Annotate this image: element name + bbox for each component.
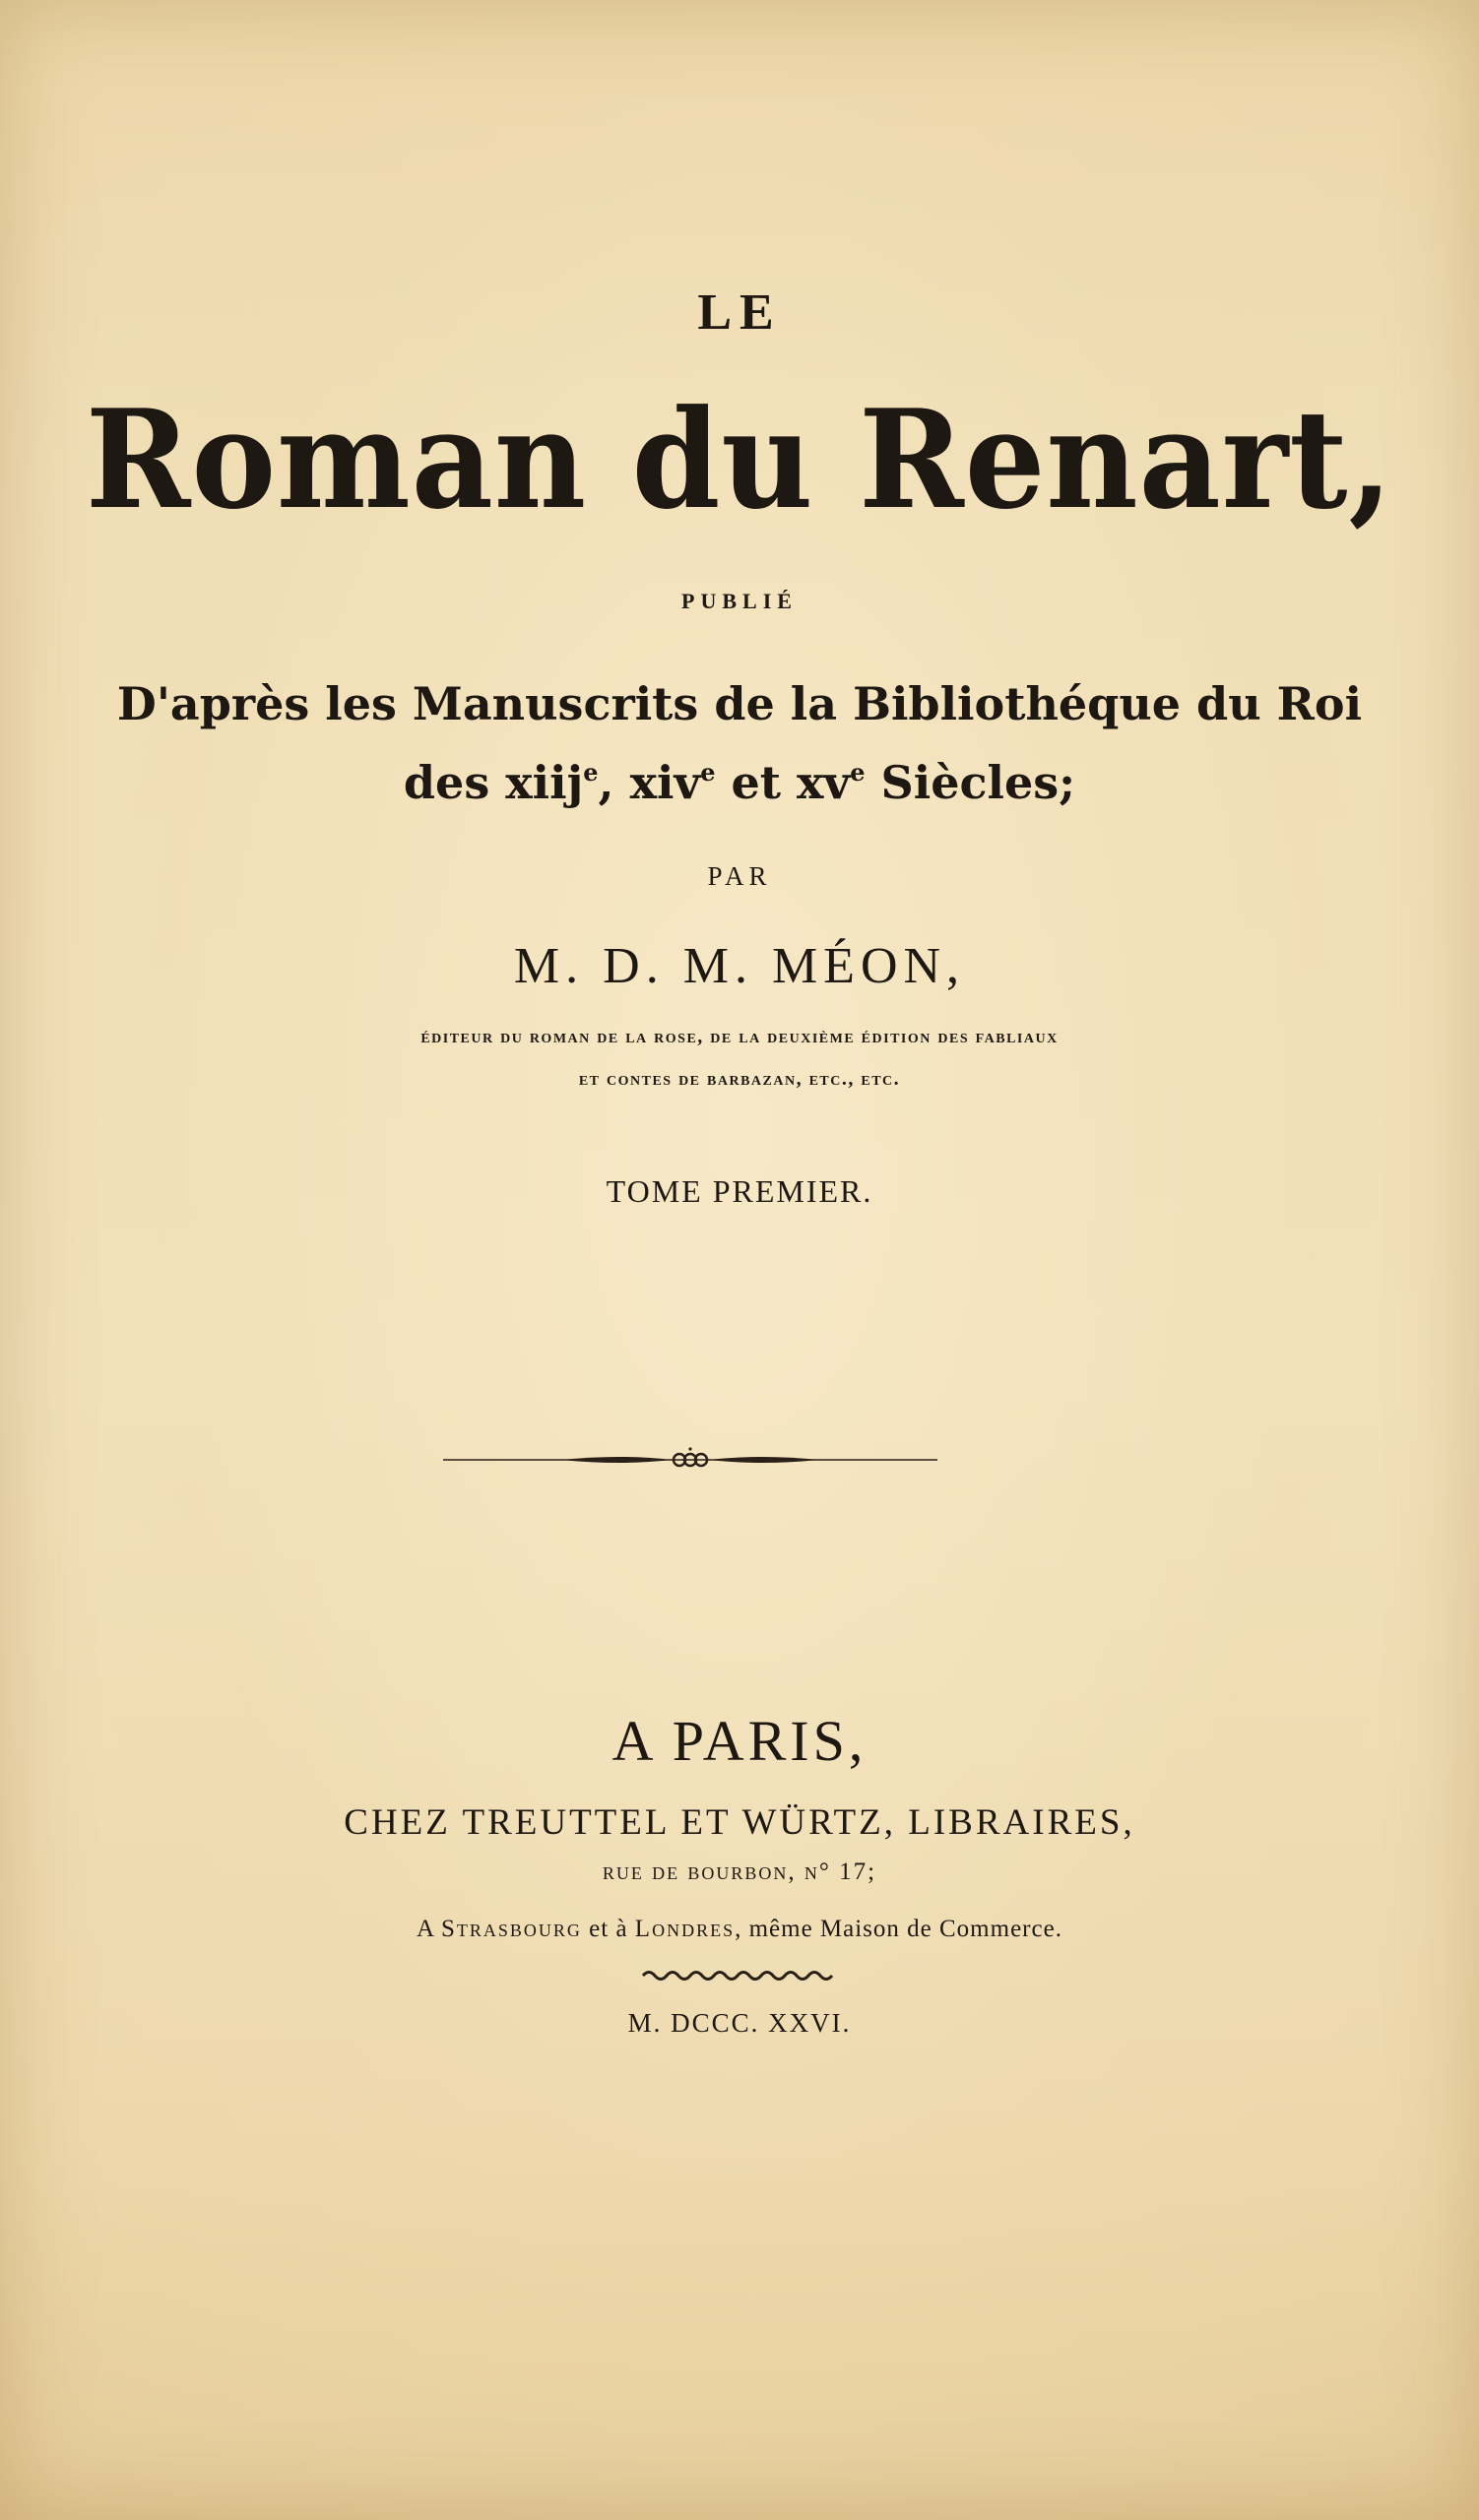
- imprint-city: A PARIS,: [611, 1709, 868, 1773]
- branches-rest: , même Maison de Commerce.: [735, 1916, 1062, 1942]
- imprint-date: M. DCCC. XXVI.: [627, 2008, 852, 2038]
- centuries-mid-2: et xv: [715, 756, 851, 809]
- title-article: LE: [697, 284, 782, 341]
- branches-et: et à: [581, 1916, 635, 1942]
- author-credits-line-1: éditeur du roman de la rose, de la deuxième édition des fabliaux: [420, 1026, 1059, 1047]
- author-credits-line-2: et contes de barbazan, etc., etc.: [578, 1068, 901, 1090]
- imprint-branches: [0, 1916, 1479, 1943]
- volume-label: TOME PREMIER.: [606, 1173, 873, 1209]
- centuries-sup-2: e: [700, 758, 716, 787]
- centuries-line: [0, 756, 1479, 809]
- wavy-rule: [641, 1969, 838, 1983]
- centuries-mid-1: , xiv: [598, 756, 701, 809]
- main-title: Roman du Renart,: [85, 379, 1394, 539]
- author-name: M. D. M. MÉON,: [513, 938, 966, 994]
- centuries-prefix: des xiij: [403, 756, 584, 809]
- branch-londres: Londres: [634, 1916, 736, 1942]
- by-label: PAR: [707, 861, 772, 891]
- imprint-address: rue de bourbon, n° 17;: [602, 1858, 877, 1885]
- centuries-sup-1: e: [583, 758, 599, 787]
- branches-a: A: [417, 1916, 441, 1942]
- imprint-publisher: CHEZ TREUTTEL ET WÜRTZ, LIBRAIRES,: [344, 1802, 1135, 1843]
- centuries-suffix: Siècles;: [865, 756, 1076, 809]
- branch-strasbourg: Strasbourg: [440, 1916, 582, 1942]
- source-line: D'après les Manuscrits de la Bibliothéque du Roi: [116, 677, 1363, 730]
- centuries-sup-3: e: [850, 758, 866, 787]
- published-label: PUBLIÉ: [681, 589, 798, 613]
- ornamental-rule: [443, 1443, 937, 1477]
